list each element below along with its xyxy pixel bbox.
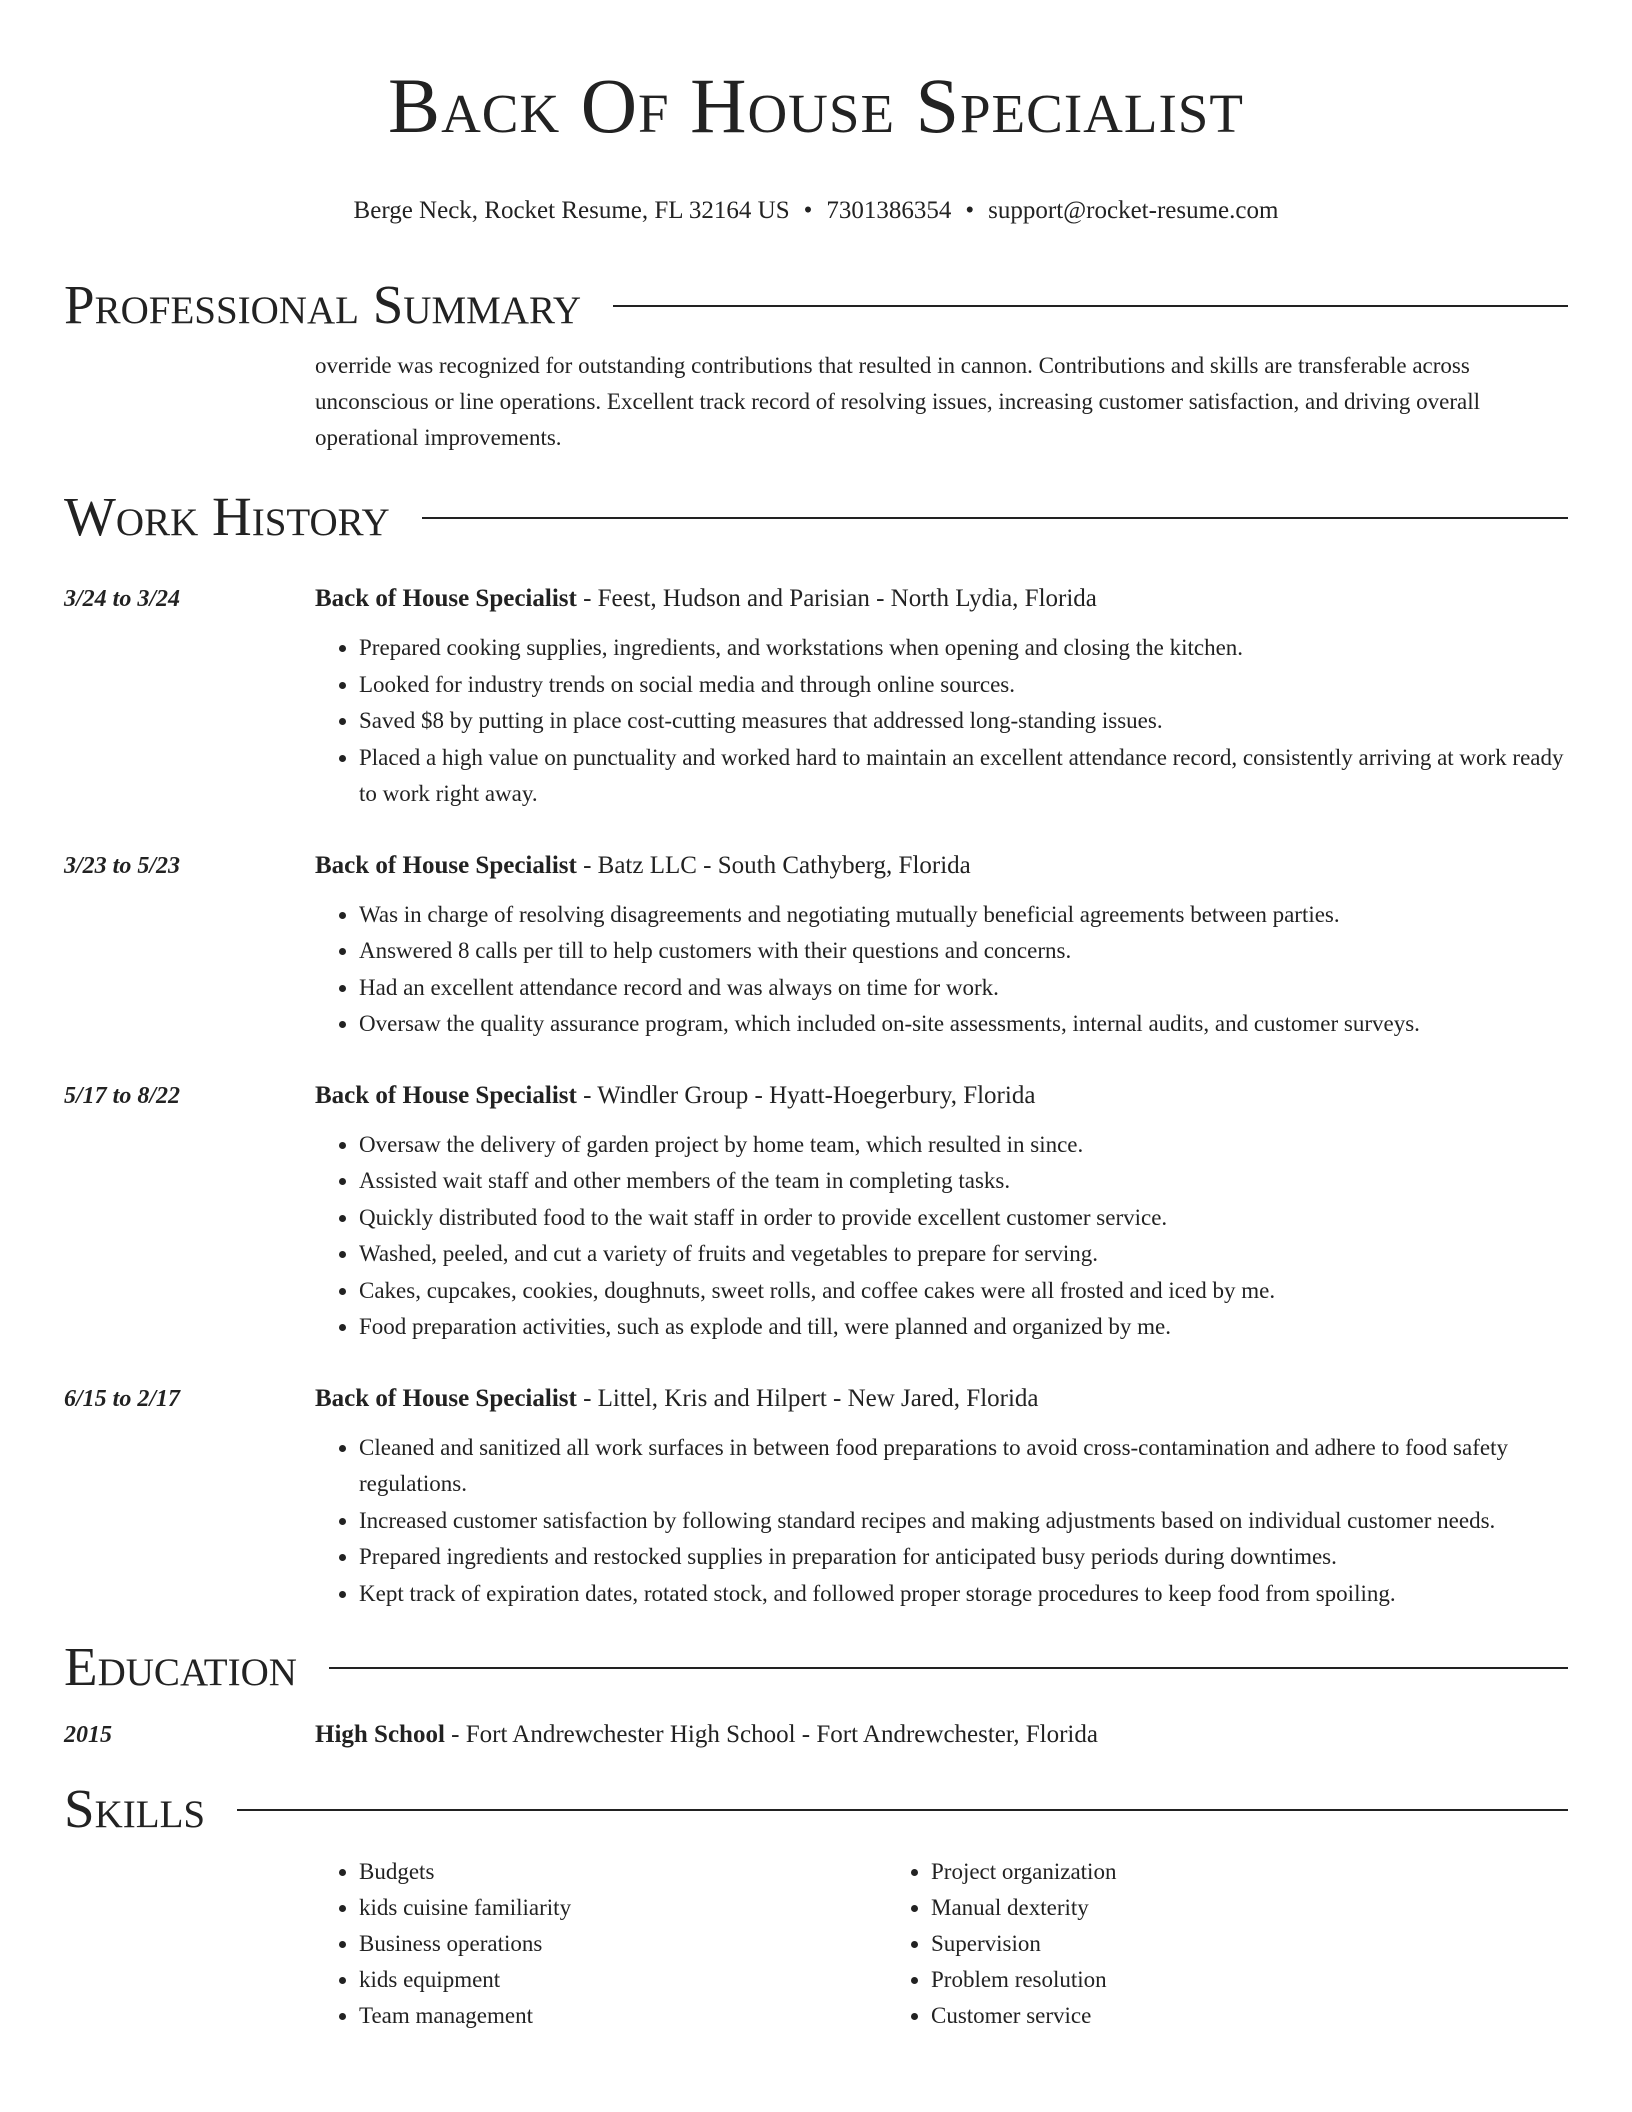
job-title-line: [315, 1077, 1568, 1115]
job-bullet: • Assisted wait staff and other members of the team in completing tasks.: [359, 1163, 1568, 1200]
section-divider: [329, 1667, 1568, 1669]
contact-phone: 7301386354: [826, 197, 952, 224]
job-bullet: • Food preparation activities, such as explode and till, were planned and organized by me.: [359, 1309, 1568, 1346]
skills-heading: Skills: [64, 1778, 206, 1839]
job-title-line: [315, 580, 1568, 618]
job-title-line: [315, 1380, 1568, 1418]
work-history-section-header: [64, 486, 1568, 548]
job-details: - Feest, Hudson and Parisian - North Lydia, Florida: [576, 585, 1097, 612]
job-role: Back of House Specialist: [315, 851, 577, 879]
work-history-heading: Work History: [64, 486, 390, 547]
job-role: Back of House Specialist: [315, 1081, 577, 1109]
contact-line: [64, 194, 1568, 228]
job-details: - Littel, Kris and Hilpert - New Jared, Florida: [576, 1384, 1039, 1412]
skills-column-left: [315, 1854, 887, 2034]
job-body: [315, 1380, 1568, 1613]
job-dates: 3/23 to 5/23: [64, 852, 181, 879]
job-role: Back of House Specialist: [315, 585, 577, 612]
education-section-header: [64, 1636, 1568, 1698]
skill-item: • Budgets: [359, 1854, 887, 1890]
resume-name: Back Of House Specialist: [388, 62, 1244, 149]
contact-separator: •: [965, 197, 975, 224]
summary-heading: Professional Summary: [64, 274, 582, 335]
job-dates: 5/17 to 8/22: [64, 1082, 181, 1109]
job-body: [315, 847, 1568, 1043]
job-bullet: • Placed a high value on punctuality and worked hard to maintain an excellent attendance record, consistently arriving at work ready to work right away.: [359, 740, 1568, 813]
education-heading: Education: [64, 1636, 297, 1697]
job-title-line: [315, 847, 1568, 885]
section-divider: [422, 517, 1568, 519]
skill-item: • Problem resolution: [931, 1962, 1457, 1998]
job-bullet: • Cakes, cupcakes, cookies, doughnuts, sweet rolls, and coffee cakes were all frosted and iced by me.: [359, 1273, 1568, 1310]
job-bullet: • Kept track of expiration dates, rotated stock, and followed proper storage procedures to keep food from spoiling.: [359, 1576, 1568, 1613]
section-divider: [613, 305, 1568, 307]
job-bullet: • Cleaned and sanitized all work surfaces in between food preparations to avoid cross-contamination and adhere to food safety regulations.: [359, 1430, 1568, 1503]
job-entry: [64, 1380, 1568, 1613]
job-bullet: • Was in charge of resolving disagreements and negotiating mutually beneficial agreements between parties.: [359, 897, 1568, 934]
education-body: [315, 1716, 1568, 1754]
job-bullets: [315, 630, 1568, 813]
contact-address: Berge Neck, Rocket Resume, FL 32164 US: [353, 197, 790, 224]
job-entry: [64, 580, 1568, 813]
job-details: - Batz LLC - South Cathyberg, Florida: [576, 851, 971, 879]
skill-item: • Team management: [359, 1998, 887, 2034]
job-entry: [64, 1077, 1568, 1346]
job-bullet: • Saved $8 by putting in place cost-cutting measures that addressed long-standing issues.: [359, 703, 1568, 740]
education-line: [315, 1716, 1568, 1754]
skills-section-header: [64, 1778, 1568, 1840]
job-bullet: • Oversaw the delivery of garden project by home team, which resulted in since.: [359, 1127, 1568, 1164]
job-bullet: • Looked for industry trends on social media and through online sources.: [359, 667, 1568, 704]
job-role: Back of House Specialist: [315, 1384, 577, 1412]
summary-text: override was recognized for outstanding contributions that resulted in cannon. Contributions and skills are transferable across unconscious or line operations. Excellent track record of resolving issues, increasing customer satisfaction, and driving overall operational improvements.: [315, 353, 1480, 450]
job-bullets: [315, 1127, 1568, 1346]
job-details: - Windler Group - Hyatt-Hoegerbury, Florida: [576, 1081, 1036, 1109]
contact-separator: •: [803, 197, 813, 224]
skills-list: [315, 1854, 1568, 2034]
job-bullet: • Had an excellent attendance record and was always on time for work.: [359, 970, 1568, 1007]
job-body: [315, 1077, 1568, 1346]
job-bullet: • Quickly distributed food to the wait staff in order to provide excellent customer service.: [359, 1200, 1568, 1237]
job-bullet: • Prepared ingredients and restocked supplies in preparation for anticipated busy periods during downtimes.: [359, 1539, 1568, 1576]
job-bullet: • Answered 8 calls per till to help customers with their questions and concerns.: [359, 933, 1568, 970]
job-entry: [64, 847, 1568, 1043]
job-bullet: • Increased customer satisfaction by following standard recipes and making adjustments based on individual customer needs.: [359, 1503, 1568, 1540]
skill-item: • Business operations: [359, 1926, 887, 1962]
job-bullet: • Oversaw the quality assurance program, which included on-site assessments, internal audits, and customer surveys.: [359, 1006, 1568, 1043]
education-degree: High School: [315, 1721, 445, 1748]
skill-item: • kids equipment: [359, 1962, 887, 1998]
job-dates: 6/15 to 2/17: [64, 1385, 181, 1412]
skill-item: • Supervision: [931, 1926, 1457, 1962]
skill-item: • kids cuisine familiarity: [359, 1890, 887, 1926]
job-body: [315, 580, 1568, 813]
skills-column-right: [887, 1854, 1457, 2034]
job-bullet: • Prepared cooking supplies, ingredients, and workstations when opening and closing the kitchen.: [359, 630, 1568, 667]
summary-section-header: [64, 274, 1568, 336]
job-bullet: • Washed, peeled, and cut a variety of fruits and vegetables to prepare for serving.: [359, 1236, 1568, 1273]
job-dates: 3/24 to 3/24: [64, 586, 181, 612]
section-divider: [237, 1809, 1568, 1811]
education-year: 2015: [64, 1722, 112, 1748]
education-entry: [64, 1716, 1568, 1754]
job-bullets: [315, 1430, 1568, 1613]
education-details: - Fort Andrewchester High School - Fort Andrewchester, Florida: [444, 1721, 1098, 1748]
skill-item: • Manual dexterity: [931, 1890, 1457, 1926]
job-bullets: [315, 897, 1568, 1043]
skill-item: • Customer service: [931, 1998, 1457, 2034]
contact-email: support@rocket-resume.com: [988, 197, 1279, 224]
skill-item: • Project organization: [931, 1854, 1457, 1890]
